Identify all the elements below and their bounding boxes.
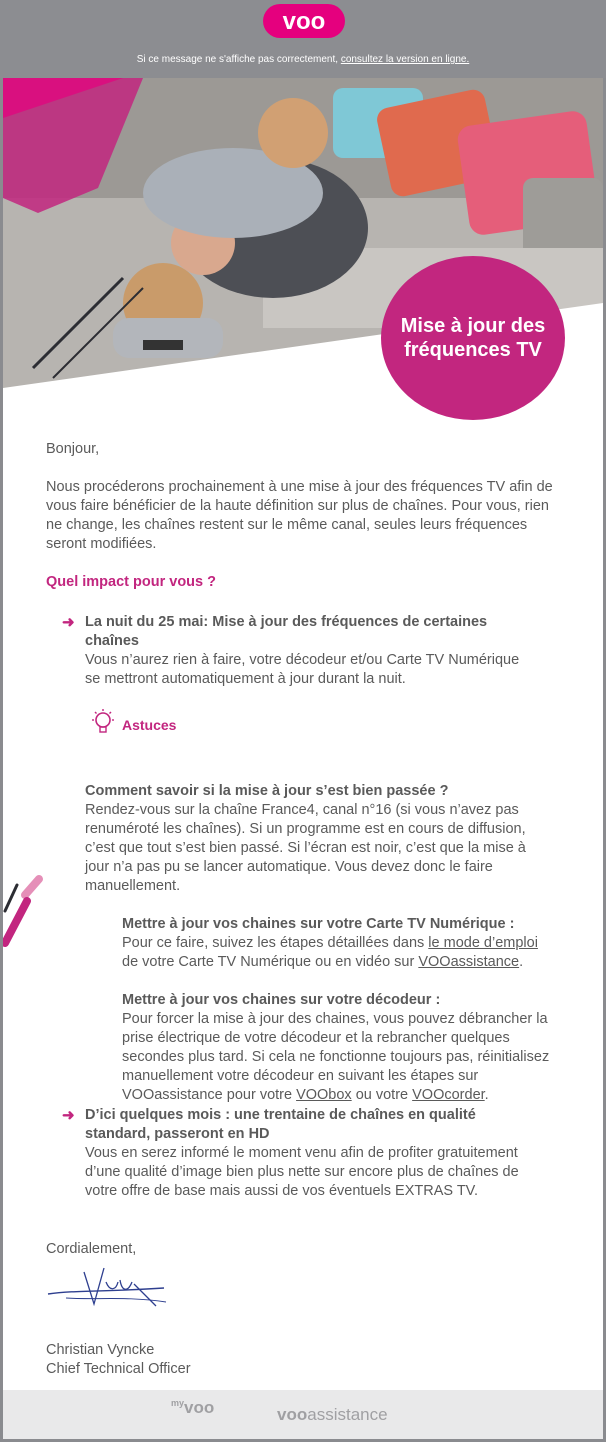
decoder-text: Pour forcer la mise à jour des chaines, vous pouvez débrancher la prise électrique de votre décodeur et la rebrancher quelques secondes plus tard. Si cela ne fonctionne toujours pas, réinitialisez manuellement votre décodeur en suivant les étapes sur VOOassistance pour votre VOObox ou votre VOOcorder. xyxy=(122,1011,550,1103)
badge-line-2: fréquences TV xyxy=(404,339,542,361)
tip-question: Comment savoir si la mise à jour s’est bien passée ? xyxy=(85,783,449,799)
closing: Cordialement, xyxy=(46,1241,137,1257)
myvoo-logo-voo: voo xyxy=(184,1398,215,1417)
tips-label: Astuces xyxy=(122,717,177,733)
tip-text: Rendez-vous sur la chaîne France4, canal n°16 (si vous n’avez pas renuméroté les chaînes). Si un programme est en cours de diffusion, c’est que tout s’est bien passé. Si l’écran est noir, c’est que la mise à jour n’a pas pu se lancer automatique. Vous devez donc le faire manuellement. xyxy=(85,802,526,894)
item1-title: La nuit du 25 mai: Mise à jour des fréquences de certaines chaînes xyxy=(85,614,488,649)
card-tv-text: Pour ce faire, suivez les étapes détaillées dans le mode d’emploi de votre Carte TV Numérique ou en vidéo sur VOOassistance. xyxy=(122,935,538,970)
side-decoration xyxy=(3,873,43,953)
badge-line-1: Mise à jour des xyxy=(400,315,546,337)
lightbulb-icon xyxy=(90,708,116,736)
signer-name: Christian Vyncke xyxy=(46,1342,155,1358)
preheader xyxy=(0,54,606,65)
hero-badge xyxy=(381,256,565,420)
item2-title: D’ici quelques mois : une trentaine de chaînes en qualité standard, passeront en HD xyxy=(85,1107,476,1142)
signer-role: Chief Technical Officer xyxy=(46,1361,191,1377)
email-footer xyxy=(3,1390,603,1439)
vooassistance-logo[interactable] xyxy=(277,1405,388,1425)
signature-image xyxy=(46,1262,171,1312)
voocorder-link[interactable]: VOOcorder xyxy=(412,1087,485,1103)
vooassistance-link[interactable]: VOOassistance xyxy=(418,954,520,970)
greeting: Bonjour, xyxy=(46,441,100,457)
vooassistance-logo-voo: voo xyxy=(277,1405,308,1424)
preheader-text: Si ce message ne s'affiche pas correctement, xyxy=(136,54,341,65)
voo-logo[interactable] xyxy=(263,4,345,38)
voobox-link[interactable]: VOObox xyxy=(296,1087,352,1103)
arrow-right-icon: ➜ xyxy=(62,1107,75,1124)
intro-paragraph: Nous procéderons prochainement à une mise à jour des fréquences TV afin de vous faire bénéficier de la haute définition sur plus de chaînes. Pour vous, rien ne change, les chaînes restent sur le même canal, seules leurs fréquences seront modifiées. xyxy=(46,479,553,552)
email-header xyxy=(0,0,606,78)
impact-title: Quel impact pour vous ? xyxy=(46,574,216,590)
decoder-title: Mettre à jour vos chaines sur votre décodeur : xyxy=(122,992,441,1008)
arrow-right-icon: ➜ xyxy=(62,614,75,631)
card-tv-title: Mettre à jour vos chaines sur votre Carte TV Numérique : xyxy=(122,916,515,932)
email-card xyxy=(3,78,603,1390)
voo-logo-text: voo xyxy=(282,8,326,35)
myvoo-logo[interactable] xyxy=(171,1398,214,1418)
item2-text: Vous en serez informé le moment venu afin de profiter gratuitement d’une qualité d’image bien plus nette sur encore plus de chaînes de votre offre de base mais aussi de vos éventuels EXTRAS TV. xyxy=(85,1145,519,1199)
myvoo-logo-my: my xyxy=(171,1398,185,1408)
item1-text: Vous n’aurez rien à faire, votre décodeur et/ou Carte TV Numérique se mettront automatiquement à jour durant la nuit. xyxy=(85,652,520,687)
user-guide-link[interactable]: le mode d’emploi xyxy=(428,935,538,951)
online-version-link[interactable]: consultez la version en ligne. xyxy=(340,54,470,65)
vooassistance-logo-text: assistance xyxy=(307,1405,388,1424)
